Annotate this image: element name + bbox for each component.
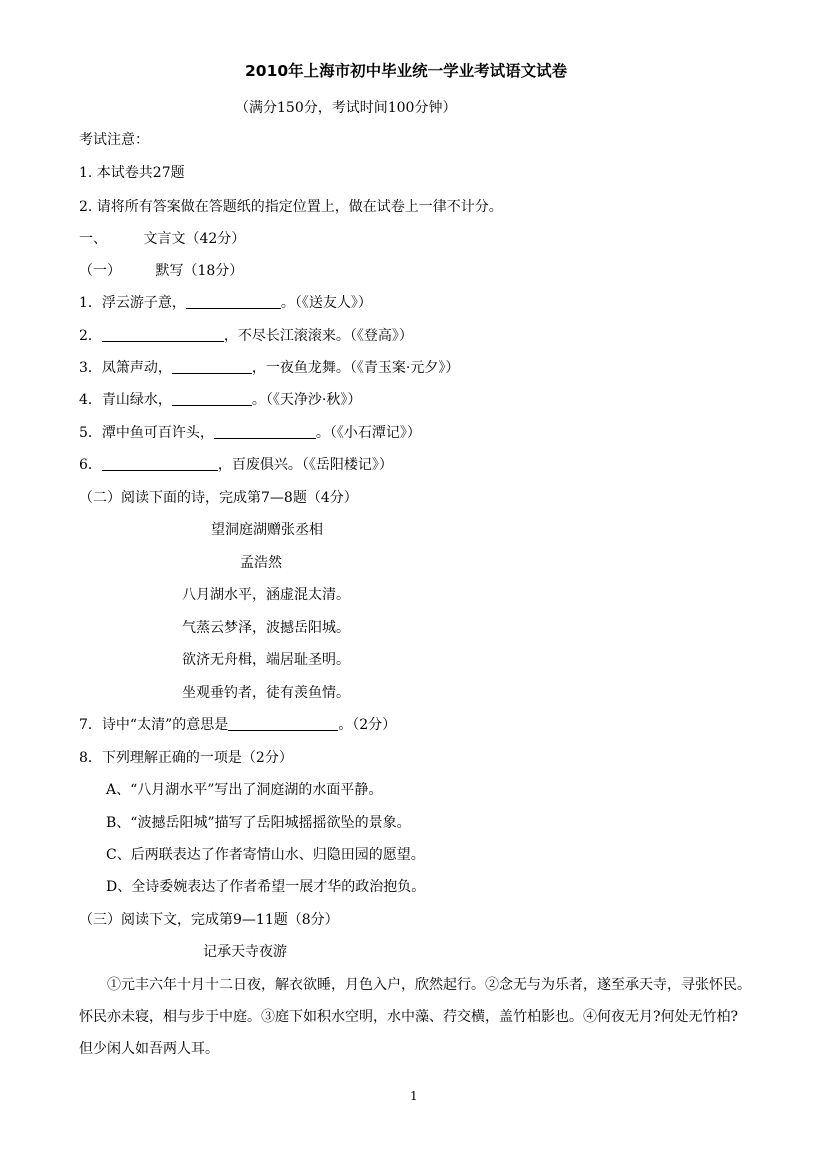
question-text: 5．潭中鱼可百许头， bbox=[79, 425, 214, 441]
choice-option-a: A、“八月湖水平”写出了洞庭湖的水面平静。 bbox=[106, 782, 383, 798]
section-label: 文言文（42分） bbox=[143, 231, 246, 247]
part-heading bbox=[79, 262, 243, 280]
dictation-question bbox=[79, 359, 459, 377]
question-source: ，百废俱兴。（《岳阳楼记》） bbox=[217, 457, 393, 473]
essay-title: 记承天寺夜游 bbox=[203, 944, 287, 960]
dictation-question bbox=[79, 294, 372, 312]
dictation-question bbox=[79, 327, 413, 345]
exam-title: 2010年上海市初中毕业统一学业考试语文试卷 bbox=[245, 62, 568, 80]
part-label: 默写（18分） bbox=[155, 263, 244, 279]
notice-item: 2. 请将所有答案做在答题纸的指定位置上，做在试卷上一律不计分。 bbox=[79, 199, 503, 215]
part-number: （一） bbox=[79, 263, 121, 279]
answer-blank[interactable] bbox=[172, 391, 252, 406]
question-source: ，不尽长江滚滚来。（《登高》） bbox=[223, 328, 413, 344]
question-text: 7．诗中“太清”的意思是 bbox=[79, 717, 229, 733]
question-source: 。（《小石潭记》） bbox=[315, 425, 421, 441]
essay-text: ①元丰六年十月十二日夜，解衣欲睡，月色入户，欣然起行。②念无与为乐者，遂至承天寺，寻张怀民。怀民亦未寝，相与步于中庭。③庭下如积水空明，水中藻、荇交横，盖竹柏影也。④何夜无月?何处无竹柏?但少闲人如吾两人耳。 bbox=[79, 977, 751, 1057]
answer-blank[interactable] bbox=[102, 456, 218, 471]
answer-blank[interactable] bbox=[186, 294, 281, 309]
dictation-question bbox=[79, 456, 393, 474]
question-text: 3．凤箫声动， bbox=[79, 360, 172, 376]
question-source: 。（《天净沙·秋》） bbox=[251, 392, 362, 408]
question-source: ，一夜鱼龙舞。（《青玉案·元夕》） bbox=[251, 360, 460, 376]
question-score: 。（2分） bbox=[338, 717, 397, 733]
question-text: 4．青山绿水， bbox=[79, 392, 172, 408]
dictation-question bbox=[79, 391, 361, 409]
exam-subtitle: （满分150分，考试时间100分钟） bbox=[235, 100, 457, 116]
poem-line: 坐观垂钓者，徒有羡鱼情。 bbox=[182, 685, 350, 701]
poem-line: 八月湖水平，涵虚混太清。 bbox=[182, 587, 350, 603]
question-source: 。（《送友人》） bbox=[280, 295, 372, 311]
choice-option-d: D、全诗委婉表达了作者希望一展才华的政治抱负。 bbox=[106, 879, 426, 895]
question-text: 2． bbox=[79, 328, 102, 344]
answer-blank[interactable] bbox=[214, 424, 316, 439]
question-8-stem: 8．下列理解正确的一项是（2分） bbox=[79, 750, 293, 766]
part-heading: （二）阅读下面的诗，完成第7—8题（4分） bbox=[79, 490, 358, 506]
choice-option-b: B、“波撼岳阳城”描写了岳阳城摇摇欲坠的景象。 bbox=[106, 815, 411, 831]
poem-line: 欲济无舟楫，端居耻圣明。 bbox=[182, 652, 350, 668]
answer-blank[interactable] bbox=[228, 716, 338, 731]
question-7 bbox=[79, 716, 396, 734]
part-heading: （三）阅读下文，完成第9—11题（8分） bbox=[79, 912, 339, 928]
section-number: 一、 bbox=[79, 231, 107, 247]
notice-heading: 考试注意： bbox=[79, 132, 149, 148]
question-text: 6． bbox=[79, 457, 102, 473]
dictation-question bbox=[79, 424, 421, 442]
poem-title: 望洞庭湖赠张丞相 bbox=[211, 522, 323, 538]
poem-author: 孟浩然 bbox=[240, 555, 282, 571]
answer-blank[interactable] bbox=[102, 327, 224, 342]
page-number: 1 bbox=[410, 1089, 418, 1103]
poem-line: 气蒸云梦泽，波撼岳阳城。 bbox=[182, 620, 350, 636]
question-text: 1．浮云游子意， bbox=[79, 295, 186, 311]
section-heading bbox=[79, 230, 245, 248]
answer-blank[interactable] bbox=[172, 359, 252, 374]
notice-item: 1. 本试卷共27题 bbox=[79, 165, 185, 181]
choice-option-c: C、后两联表达了作者寄情山水、归隐田园的愿望。 bbox=[106, 847, 425, 863]
